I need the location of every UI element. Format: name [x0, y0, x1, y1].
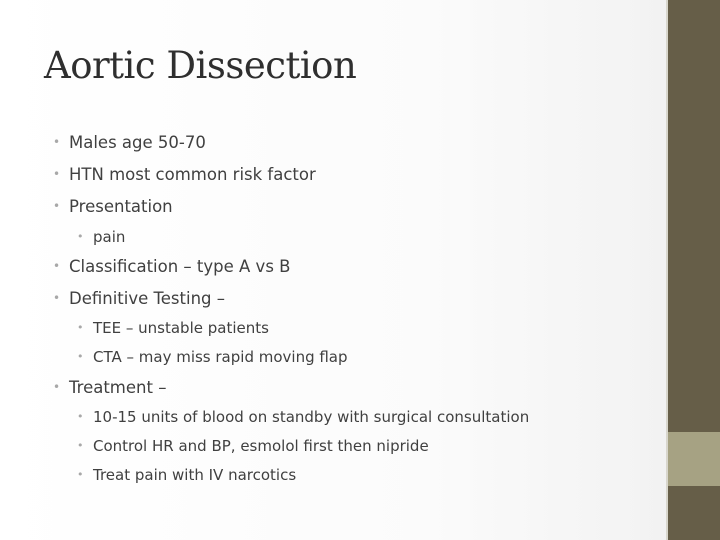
- bullet-dot-icon: •: [77, 350, 84, 363]
- slide-title: Aortic Dissection: [44, 44, 357, 87]
- sub-bullet-item: [77, 228, 125, 246]
- bullet-dot-icon: •: [77, 439, 84, 452]
- bullet-dot-icon: •: [77, 321, 84, 334]
- sub-bullet-text: Treat pain with IV narcotics: [93, 466, 297, 484]
- bullet-dot-icon: •: [53, 135, 61, 149]
- sub-bullet-text: pain: [93, 228, 126, 246]
- bullet-text: HTN most common risk factor: [69, 165, 316, 184]
- bullet-dot-icon: •: [53, 199, 61, 213]
- bullet-text: Definitive Testing –: [69, 289, 226, 308]
- bullet-item: [53, 165, 316, 184]
- bullet-text: Presentation: [69, 197, 173, 216]
- sub-bullet-text: 10-15 units of blood on standby with surgical consultation: [93, 408, 530, 426]
- sub-bullet-text: CTA – may miss rapid moving flap: [93, 348, 348, 366]
- sub-bullet-item: [77, 437, 429, 455]
- sub-bullet-item: [77, 466, 296, 484]
- sub-bullet-item: [77, 408, 529, 426]
- bullet-dot-icon: •: [77, 468, 84, 481]
- bullet-item: [53, 197, 173, 216]
- bullet-dot-icon: •: [77, 410, 84, 423]
- bullet-dot-icon: •: [53, 167, 61, 181]
- sub-bullet-item: [77, 348, 348, 366]
- bullet-dot-icon: •: [53, 380, 61, 394]
- side-accent-block: [668, 432, 720, 486]
- bullet-dot-icon: •: [53, 259, 61, 273]
- bullet-item: [53, 289, 225, 308]
- bullet-item: [53, 133, 206, 152]
- bullet-text: Treatment –: [69, 378, 167, 397]
- sub-bullet-item: [77, 319, 269, 337]
- bullet-item: [53, 257, 290, 276]
- sub-bullet-text: Control HR and BP, esmolol first then nipride: [93, 437, 429, 455]
- bullet-item: [53, 378, 166, 397]
- bullet-text: Males age 50-70: [69, 133, 206, 152]
- bullet-dot-icon: •: [53, 291, 61, 305]
- bullet-dot-icon: •: [77, 230, 84, 243]
- bullet-text: Classification – type A vs B: [69, 257, 291, 276]
- sub-bullet-text: TEE – unstable patients: [93, 319, 269, 337]
